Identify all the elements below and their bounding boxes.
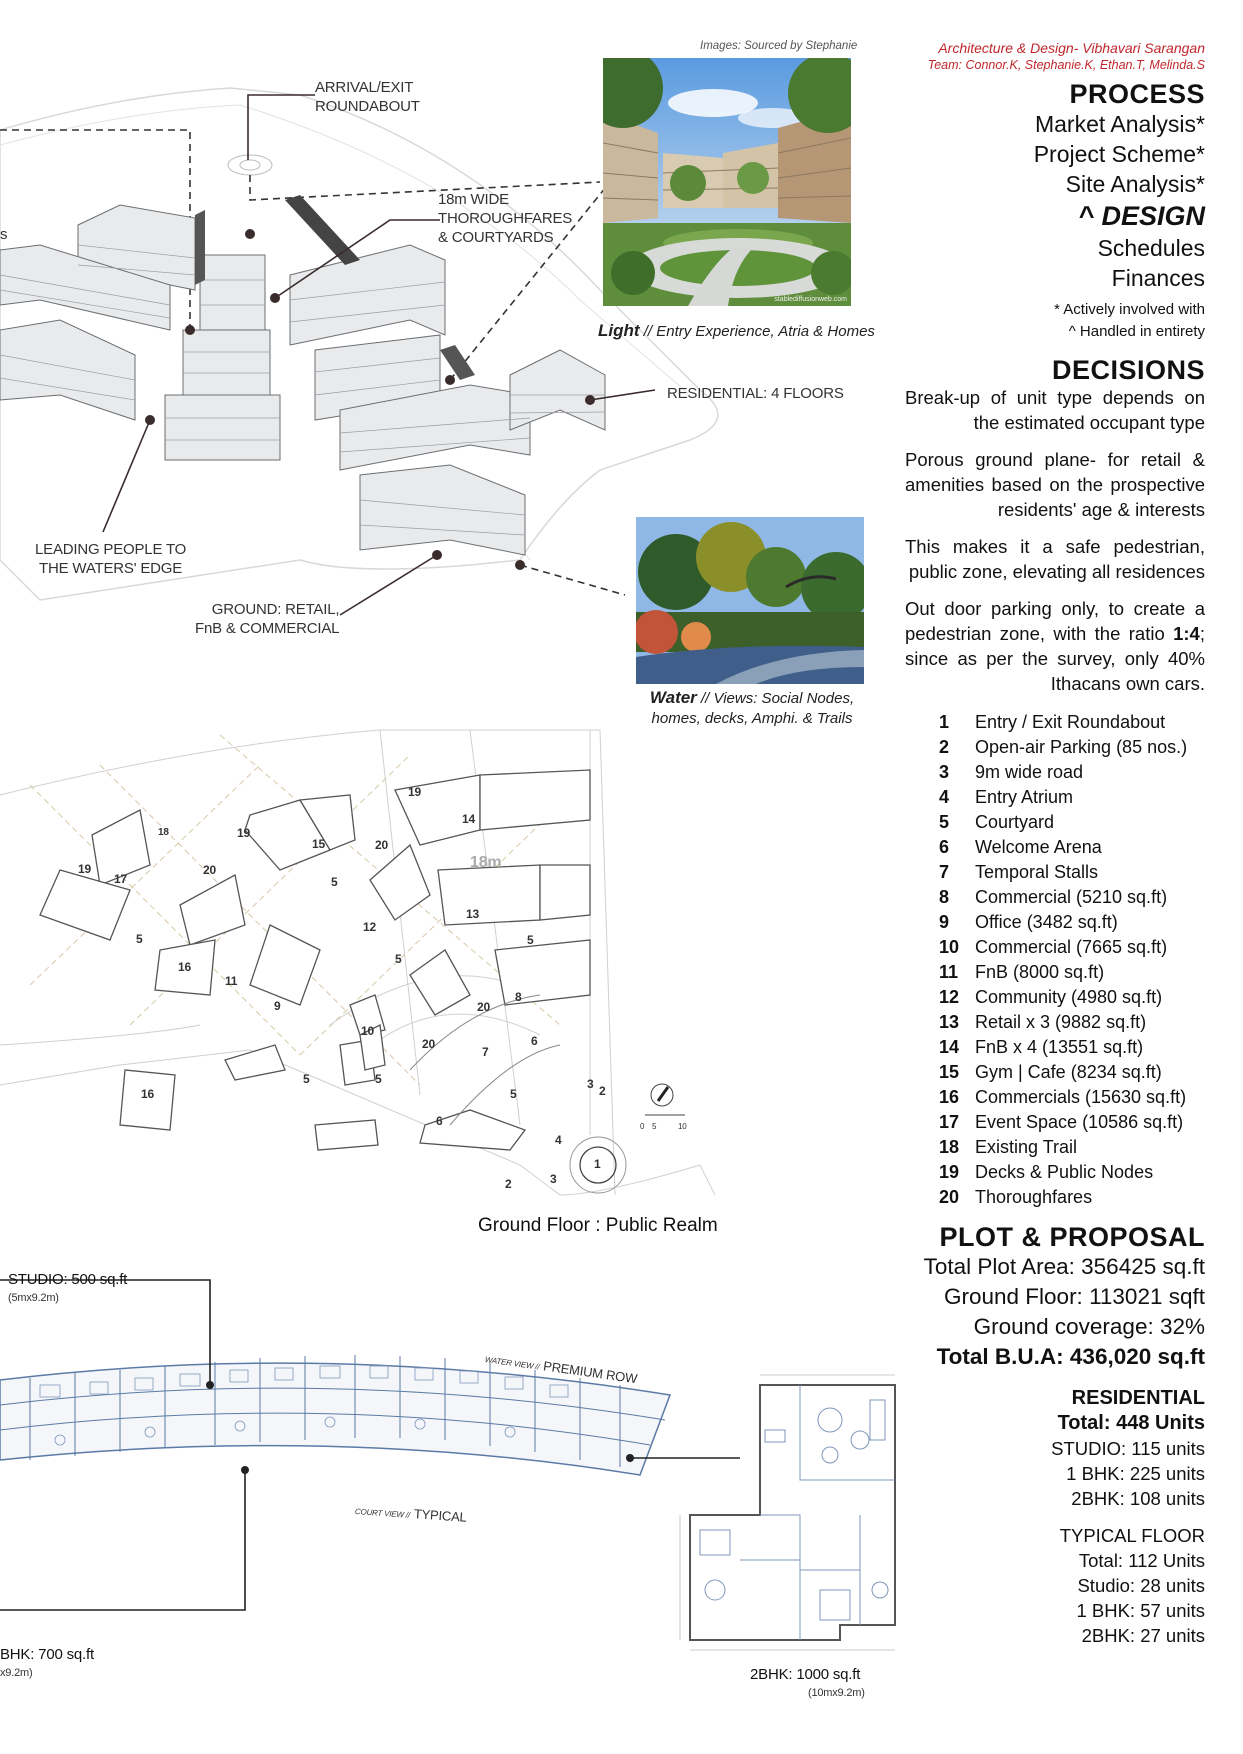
- plan-number: 10: [361, 1024, 374, 1038]
- plan-number: 5: [395, 952, 402, 966]
- plan-number: 6: [531, 1034, 538, 1048]
- legend-item: 17 Event Space (10586 sq.ft): [939, 1112, 1184, 1132]
- photo-watermark: stablediffusionweb.com: [774, 296, 847, 303]
- images-credit: Images: Sourced by Stephanie: [700, 40, 858, 52]
- ground-plan-drawing: [0, 725, 720, 1215]
- residential-total: Total: 448 Units: [1057, 1412, 1205, 1434]
- legend-list: [905, 710, 1205, 1210]
- plan-number: 5: [136, 932, 143, 946]
- ground-coverage: Ground coverage: 32%: [973, 1314, 1205, 1339]
- scale-5: 5: [652, 1122, 657, 1131]
- plan-number: 20: [203, 863, 216, 877]
- legend-item: 4 Entry Atrium: [939, 787, 1074, 807]
- legend-item: 9 Office (3482 sq.ft): [939, 912, 1118, 932]
- total-bua: Total B.U.A: 436,020 sq.ft: [936, 1344, 1205, 1369]
- process-heading: PROCESS: [1069, 79, 1205, 109]
- ground-floor-area: Ground Floor: 113021 sqft: [944, 1284, 1205, 1309]
- light-caption: Light // Entry Experience, Atria & Homes: [598, 321, 875, 340]
- legend-item: 19 Decks & Public Nodes: [939, 1162, 1154, 1182]
- plan-number: 5: [303, 1072, 310, 1086]
- legend-item: 2 Open-air Parking (85 nos.): [939, 737, 1188, 757]
- legend-item: 10 Commercial (7665 sq.ft): [939, 937, 1168, 957]
- thoroughfare-label: 18m WIDE THOROUGHFARES & COURTYARDS: [438, 191, 573, 246]
- residential-1bhk: 1 BHK: 225 units: [1066, 1463, 1205, 1484]
- plan-number: 5: [375, 1072, 382, 1086]
- plan-number: 7: [482, 1045, 489, 1059]
- typical-floor-studio: Studio: 28 units: [1077, 1575, 1205, 1596]
- legend-item: 14 FnB x 4 (13551 sq.ft): [939, 1037, 1144, 1057]
- ground-plan-title: Ground Floor : Public Realm: [478, 1215, 718, 1236]
- residential-2bhk: 2BHK: 108 units: [1071, 1488, 1205, 1509]
- studio-dims: (5mx9.2m): [8, 1292, 59, 1304]
- plan-number: 4: [555, 1133, 562, 1147]
- plan-number: 14: [462, 812, 475, 826]
- legend-item: 7 Temporal Stalls: [939, 862, 1099, 882]
- legend-item: 11 FnB (8000 sq.ft): [939, 962, 1105, 982]
- total-plot-area: Total Plot Area: 356425 sq.ft: [923, 1254, 1205, 1279]
- waters-edge-label: LEADING PEOPLE TO THE WATERS' EDGE: [35, 541, 187, 577]
- decisions-heading: DECISIONS: [1051, 355, 1205, 385]
- premium-row-label: WATER VIEW // PREMIUM ROW: [484, 1355, 639, 1387]
- process-item: Schedules: [1097, 235, 1205, 261]
- legend-item: 16 Commercials (15630 sq.ft): [939, 1087, 1187, 1107]
- info-column: [905, 40, 1205, 1648]
- process-item: Project Scheme*: [1033, 141, 1205, 167]
- legend-item: 3 9m wide road: [939, 762, 1084, 782]
- plan-number: 3: [550, 1172, 557, 1186]
- water-caption: Water // Views: Social Nodes, homes, decks, Amphi. & Trails: [649, 688, 855, 727]
- decision-paragraph: Porous ground plane- for retail & amenities based on the prospective residents' age & interests: [905, 449, 1205, 520]
- typical-floor-total: Total: 112 Units: [1078, 1550, 1205, 1571]
- process-item: Market Analysis*: [1034, 111, 1205, 137]
- plan-number: 15: [312, 837, 325, 851]
- plan-number: 20: [375, 838, 388, 852]
- bhk1-label: BHK: 700 sq.ft: [0, 1646, 94, 1663]
- bhk2-label: 2BHK: 1000 sq.ft: [750, 1666, 861, 1683]
- plan-number: 19: [237, 826, 250, 840]
- process-item: Finances: [1111, 265, 1205, 291]
- plan-number: 6: [436, 1114, 443, 1128]
- scale-0: 0: [640, 1122, 645, 1131]
- plan-number: 17: [114, 872, 127, 886]
- process-note: * Actively involved with: [1054, 301, 1205, 318]
- plan-number: 19: [408, 785, 421, 799]
- bhk1-dims: x9.2m): [0, 1667, 33, 1679]
- plan-number: 2: [505, 1177, 512, 1191]
- plan-number: 11: [225, 974, 238, 988]
- decision-paragraph: This makes it a safe pedestrian, public zone, elevating all residences: [905, 536, 1205, 582]
- decision-paragraph: Break-up of unit type depends on the estimated occupant type: [905, 387, 1205, 433]
- plan-number: 18: [158, 827, 169, 838]
- residential-floors-label: RESIDENTIAL: 4 FLOORS: [667, 385, 844, 402]
- process-item-design: ^ DESIGN: [1078, 201, 1205, 231]
- decision-parking: Out door parking only, to create a pedestrian zone, with the ratio 1:4; since as per the survey, only 40% Ithacans own cars.: [905, 598, 1205, 694]
- plan-number: 3: [587, 1077, 594, 1091]
- typical-floor-1bhk: 1 BHK: 57 units: [1076, 1600, 1205, 1621]
- legend-item: 8 Commercial (5210 sq.ft): [939, 887, 1168, 907]
- plan-number: 5: [527, 933, 534, 947]
- plan-number: 5: [331, 875, 338, 889]
- plan-number: 13: [466, 907, 479, 921]
- legend-item: 6 Welcome Arena: [939, 837, 1102, 857]
- legend-item: 1 Entry / Exit Roundabout: [939, 712, 1166, 732]
- typical-floor-2bhk: 2BHK: 27 units: [1081, 1625, 1205, 1646]
- plan-number: 1: [594, 1157, 601, 1171]
- typical-floor-plan: [0, 1270, 900, 1720]
- plan-number: 12: [363, 920, 376, 934]
- plot-heading: PLOT & PROPOSAL: [939, 1222, 1205, 1252]
- bhk2-dims: (10mx9.2m): [808, 1687, 865, 1699]
- legend-item: 13 Retail x 3 (9882 sq.ft): [939, 1012, 1147, 1032]
- water-photo: [636, 517, 864, 684]
- plan-number: 19: [78, 862, 91, 876]
- legend-item: 5 Courtyard: [939, 812, 1055, 832]
- plan-number: 8: [515, 990, 522, 1004]
- plan-number: 16: [178, 960, 191, 974]
- plan-number: 20: [422, 1037, 435, 1051]
- plan-number: 9: [274, 999, 281, 1013]
- plan-number: 16: [141, 1087, 154, 1101]
- residential-studio: STUDIO: 115 units: [1051, 1438, 1205, 1459]
- road-width-label: 18m: [470, 854, 502, 871]
- legend-item: 20 Thoroughfares: [939, 1187, 1093, 1207]
- plan-number: 2: [599, 1084, 606, 1098]
- author-credit: Architecture & Design- Vibhavari Sarangan: [938, 40, 1205, 56]
- plan-number: 5: [510, 1087, 517, 1101]
- light-photo: [603, 58, 851, 306]
- team-credit: Team: Connor.K, Stephanie.K, Ethan.T, Melinda.S: [927, 58, 1205, 72]
- typical-plan-drawing: [0, 1270, 900, 1720]
- legend-item: 15 Gym | Cafe (8234 sq.ft): [939, 1062, 1162, 1082]
- process-item: Site Analysis*: [1065, 171, 1205, 197]
- studio-label: STUDIO: 500 sq.ft: [8, 1271, 128, 1288]
- scale-10: 10: [678, 1122, 687, 1131]
- typical-row-label: COURT VIEW // TYPICAL: [354, 1506, 468, 1525]
- legend-item: 12 Community (4980 sq.ft): [939, 987, 1163, 1007]
- legend-item: 18 Existing Trail: [939, 1137, 1078, 1157]
- process-note: ^ Handled in entirety: [1068, 323, 1205, 340]
- plan-number: 20: [477, 1000, 490, 1014]
- arrival-label: ARRIVAL/EXIT ROUNDABOUT: [315, 79, 420, 115]
- ground-floor-plan: [0, 725, 720, 1215]
- left-edge-letter: s: [0, 226, 8, 243]
- typical-floor-heading: TYPICAL FLOOR: [1059, 1525, 1205, 1546]
- ground-retail-label: GROUND: RETAIL, FnB & COMMERCIAL: [195, 601, 340, 637]
- residential-heading: RESIDENTIAL: [1071, 1387, 1205, 1409]
